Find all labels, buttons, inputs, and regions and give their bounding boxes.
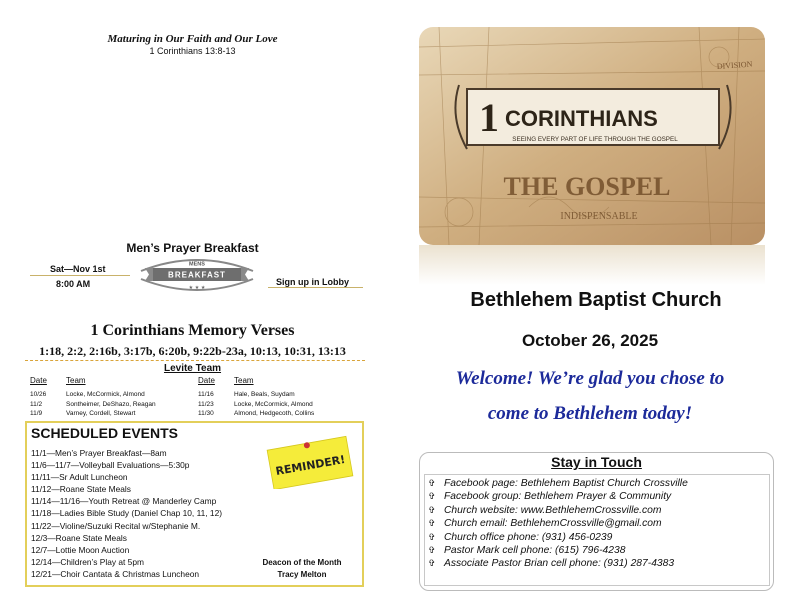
contact-item-text[interactable]: Church website: www.BethlehemCrossville.com	[444, 504, 662, 516]
event-item: 12/14—Children’s Play at 5pm	[31, 556, 144, 567]
contact-item-text[interactable]: Church office phone: (931) 456-0239	[444, 531, 613, 543]
scheduled-events-title: SCHEDULED EVENTS	[31, 425, 179, 441]
deacon-of-month-label: Deacon of the Month	[262, 558, 342, 567]
prayer-breakfast-signup: Sign up in Lobby	[276, 277, 349, 287]
mens-breakfast-logo	[131, 255, 263, 293]
cross-bullet-icon: ✞	[428, 518, 436, 529]
prayer-breakfast-rule-right	[268, 287, 363, 288]
levite-header-team-left: Team	[66, 376, 86, 385]
logo-stars: ★ ★ ★	[188, 285, 206, 291]
levite-date: 11/16	[198, 391, 214, 398]
levite-header-date-left: Date	[30, 376, 47, 385]
cross-bullet-icon: ✞	[428, 558, 436, 569]
prayer-breakfast-title: Men’s Prayer Breakfast	[126, 241, 259, 255]
levite-date: 10/26	[30, 391, 47, 398]
welcome-line-1: Welcome! We’re glad you chose to	[455, 368, 725, 389]
contact-item	[428, 531, 688, 544]
contact-item	[428, 517, 688, 530]
levite-team: Almond, Hedgecoth, Collins	[234, 410, 315, 417]
levite-team: Varney, Cordell, Stewart	[66, 410, 136, 417]
contact-item-text[interactable]: Facebook page: Bethlehem Baptist Church Crossville	[444, 478, 688, 489]
event-item: 11/22—Violine/Suzuki Recital w/Stephanie M.	[31, 520, 201, 531]
event-item: 11/14—11/16—Youth Retreat @ Manderley Camp	[31, 496, 217, 507]
memory-verses-divider	[25, 360, 365, 361]
contact-list	[428, 477, 688, 571]
event-item: 12/7—Lottie Moon Auction	[31, 544, 130, 555]
levite-header-team-right: Team	[234, 376, 254, 385]
cross-bullet-icon: ✞	[428, 531, 436, 542]
cover-division-text: DIVISION	[716, 59, 753, 71]
cross-bullet-icon: ✞	[428, 545, 436, 556]
event-item: 12/3—Roane State Meals	[31, 532, 127, 543]
event-item: 12/21—Choir Cantata & Christmas Luncheon	[31, 568, 200, 579]
levite-date: 11/9	[30, 410, 43, 417]
cover-reflection	[419, 245, 765, 285]
event-item: 11/18—Ladies Bible Study (Daniel Chap 10, 11, 12)	[31, 508, 223, 519]
prayer-breakfast-day: Sat—Nov 1st	[50, 264, 106, 274]
levite-header-date-right: Date	[198, 376, 215, 385]
cover-tagline: SEEING EVERY PART OF LIFE THROUGH THE GOSPEL	[512, 136, 678, 143]
contact-item	[428, 504, 688, 517]
event-item: 11/12—Roane State Meals	[31, 484, 131, 495]
corinthians-cover-art	[419, 27, 765, 245]
cross-bullet-icon: ✞	[428, 491, 436, 502]
levite-team: Locke, McCormick, Almond	[66, 391, 145, 398]
sermon-reference: 1 Corinthians 13:8-13	[149, 46, 236, 56]
contact-item	[428, 477, 688, 490]
levite-date: 11/30	[198, 410, 214, 417]
levite-date: 11/23	[198, 400, 214, 408]
contact-item	[428, 490, 688, 503]
levite-team: Hale, Beals, Suydam	[234, 391, 295, 398]
cover-book-title: CORINTHIANS	[505, 106, 658, 131]
stay-in-touch-title: Stay in Touch	[551, 454, 642, 470]
cross-bullet-icon: ✞	[428, 478, 436, 488]
reminder-text: REMINDER!	[274, 452, 347, 478]
levite-date: 11/2	[30, 400, 43, 408]
memory-verses-title: 1 Corinthians Memory Verses	[90, 322, 295, 339]
event-item: 11/1—Men’s Prayer Breakfast—8am	[31, 448, 167, 458]
cross-bullet-icon: ✞	[428, 504, 436, 515]
event-item: 11/11—Sr Adult Luncheon	[31, 472, 128, 483]
contact-item	[428, 544, 688, 557]
deacon-of-month-name: Tracy Melton	[277, 570, 327, 579]
contact-item-text[interactable]: Associate Pastor Brian cell phone: (931) 287-4383	[444, 558, 675, 570]
welcome-line-2: come to Bethlehem today!	[487, 403, 693, 424]
cover-gospel-text: THE GOSPEL	[503, 172, 671, 201]
contact-item-text[interactable]: Facebook group: Bethlehem Prayer & Community	[444, 491, 672, 503]
cover-indispensable-text: INDISPENSABLE	[560, 211, 638, 222]
memory-verses-list: 1:18, 2:2, 2:16b, 3:17b, 6:20b, 9:22b-23a, 10:13, 10:31, 13:13	[39, 344, 346, 358]
event-item: 11/6—11/7—Volleyball Evaluations—5:30p	[31, 460, 190, 471]
levite-team: Sontheimer, DeShazo, Reagan	[66, 400, 156, 408]
sermon-title: Maturing in Our Faith and Our Love	[107, 33, 278, 45]
reminder-sticky-note	[264, 435, 356, 489]
scheduled-events-list	[31, 447, 222, 580]
contact-item-text[interactable]: Church email: BethlehemCrossville@gmail.com	[444, 518, 662, 530]
levite-team: Locke, McCormick, Almond	[234, 400, 313, 408]
cover-book-number: 1	[479, 95, 499, 140]
prayer-breakfast-time: 8:00 AM	[56, 279, 91, 289]
logo-top-text: MENS	[189, 261, 205, 268]
contact-item-text[interactable]: Pastor Mark cell phone: (615) 796-4238	[444, 545, 626, 557]
prayer-breakfast-rule-left	[30, 275, 130, 276]
logo-main-text: BREAKFAST	[168, 270, 226, 280]
service-date: October 26, 2025	[521, 331, 659, 350]
levite-team-title: Levite Team	[163, 363, 222, 374]
contact-item	[428, 557, 688, 570]
church-name: Bethlehem Baptist Church	[470, 289, 722, 311]
